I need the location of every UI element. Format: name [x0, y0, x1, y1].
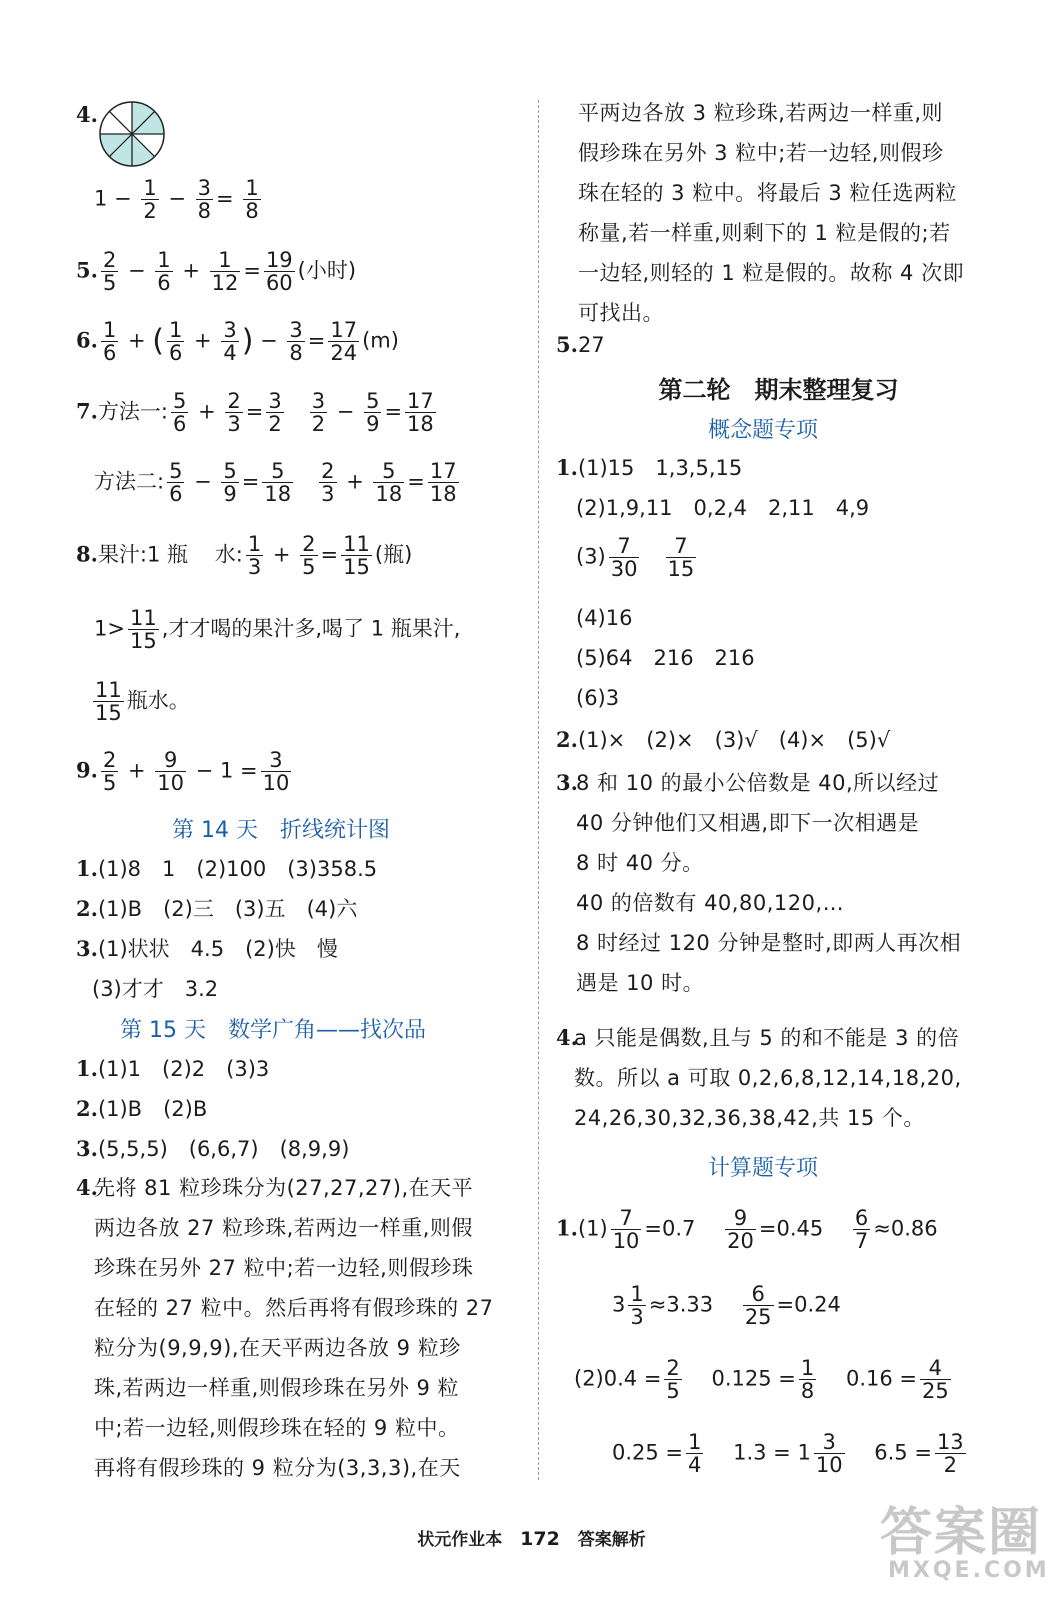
day15-heading: 第 15 天 数学广角——找次品 [120, 1018, 426, 1043]
q7-method-one: 7.方法一: $\frac{5}{6}$ + $\frac{2}{3}$ = $\frac{3}{2}$ $\frac{3}{2}$ − $\frac{5}{9}$ = $\frac{17}{18}$ [76, 389, 434, 437]
footer-section: 答案解析 [577, 1530, 646, 1550]
c4-paragraph: a 只能是偶数,且与 5 的和不能是 3 的倍 数。所以 a 可取 0,2,6,8,12,14,18,20, 24,26,30,32,36,38,42,共 15 个。 [574, 1026, 962, 1130]
watermark-top-text: 答案圈 [880, 1503, 1043, 1563]
d14-item-3: 3.(1)状状 4.5 (2)快 慢 [76, 936, 338, 961]
pie-shaded-eighth [132, 134, 155, 166]
d15-item-1: 1.(1)1 (2)2 (3)3 [76, 1056, 270, 1081]
k1-row-2: 3 $\frac{1}{3}$ ≈3.33 $\frac{6}{25}$ =0.24 [612, 1282, 841, 1330]
c3-label: 3. [556, 770, 578, 795]
c1-item-3: (3) $\frac{7}{30}$ $\frac{7}{15}$ [576, 534, 695, 582]
c1-item-5: (5)64 216 216 [576, 646, 755, 670]
q6-expression: 6. $\frac{1}{6}$ + ( $\frac{1}{6}$ + $\frac{3}{4}$ ) − $\frac{3}{8}$ = $\frac{17}{24}$ (m) [76, 318, 399, 366]
day14-heading: 第 14 天 折线统计图 [172, 818, 390, 843]
c1-item-6: (6)3 [576, 686, 620, 710]
q9-expression: 9. $\frac{2}{5}$ + $\frac{9}{10}$ − 1 = $\frac{3}{10}$ [76, 748, 290, 796]
k2-row-2: 0.25 = $\frac{1}{4}$ 1.3 = 1 $\frac{3}{10}$ 6.5 = $\frac{13}{2}$ [612, 1430, 964, 1478]
q8-line2: 1> $\frac{11}{15}$ ,才才喝的果汁多,喝了 1 瓶果汁, [94, 606, 461, 654]
watermark-url: MXQE.COM [888, 1558, 1050, 1583]
round-two-title: 第二轮 期末整理复习 [658, 376, 899, 404]
d14-item-3b: (3)才才 3.2 [92, 977, 219, 1001]
q4-expression: 1 − $\frac{1}{2}$ − $\frac{3}{8}$ = $\frac{1}{8}$ [94, 176, 259, 224]
q7-method-two: 方法二: $\frac{5}{6}$ − $\frac{5}{9}$ = $\frac{5}{18}$ $\frac{2}{3}$ + $\frac{5}{18}$ = $\frac{17}{18}$ [94, 459, 457, 507]
c4-label: 4. [556, 1025, 578, 1050]
continued-paragraph: 平两边各放 3 粒珍珠,若两边一样重,则 假珍珠在另外 3 粒中;若一边轻,则假珍 珠在轻的 3 粒中。将最后 3 粒任选两粒 称量,若一样重,则剩下的 1 粒是假的;若 一边轻,则轻的 1 粒是假的。故称 4 次即 可找出。 [578, 101, 965, 325]
k2-row-1: (2)0.4 = $\frac{2}{5}$ 0.125 = $\frac{1}{8}$ 0.16 = $\frac{4}{25}$ [574, 1356, 949, 1404]
d14-item-1: 1.(1)8 1 (2)100 (3)358.5 [76, 856, 378, 881]
q5-answer: 5.27 [556, 332, 605, 357]
c1-item-1: 1.(1)15 1,3,5,15 [556, 455, 743, 480]
q8-expression: 8.果汁:1 瓶 水: $\frac{1}{3}$ + $\frac{2}{5}$ = $\frac{11}{15}$ (瓶) [76, 532, 413, 580]
d15-q4-paragraph: 先将 81 粒珍珠分为(27,27,27),在天平 两边各放 27 粒珍珠,若两边一样重,则假 珍珠在另外 27 粒中;若一边轻,则假珍珠 在轻的 27 粒中。然后再将有假珍珠的 27 粒分为(9,9,9),在天平两边各放 9 粒珍 珠,若两边一样重,则假珍珠在另外 9 粒 中;若一边轻,则假珍珠在轻的 9 粒中。 再将有假珍珠的 9 粒分为(3,3,3),在天 [94, 1176, 494, 1480]
c1-item-4: (4)16 [576, 606, 633, 630]
watermark-logo [870, 1490, 1060, 1598]
page-number: 172 [520, 1528, 560, 1550]
c2-item: 2.(1)× (2)× (3)√ (4)× (5)√ [556, 727, 891, 752]
column-divider [538, 100, 539, 1480]
concept-section-heading: 概念题专项 [708, 418, 819, 443]
q8-line3: $\frac{11}{15}$ 瓶水。 [95, 678, 190, 726]
q4-row [76, 100, 98, 130]
pie-circle-diagram [96, 98, 168, 170]
footer-book-title: 状元作业本 [417, 1530, 503, 1550]
c1-item-2: (2)1,9,11 0,2,4 2,11 4,9 [576, 496, 870, 520]
q4-label: 4. [76, 102, 98, 127]
d15-item-3: 3.(5,5,5) (6,6,7) (8,9,9) [76, 1136, 350, 1161]
d15-item-2: 2.(1)B (2)B [76, 1096, 208, 1121]
d14-item-2: 2.(1)B (2)三 (3)五 (4)六 [76, 896, 358, 921]
calc-section-heading: 计算题专项 [708, 1156, 819, 1181]
q5-expression: 5. $\frac{2}{5}$ − $\frac{1}{6}$ + $\frac{1}{12}$ = $\frac{19}{60}$ (小时) [76, 248, 357, 296]
k1-row-1: 1.(1) $\frac{7}{10}$ =0.7 $\frac{9}{20}$ =0.45 $\frac{6}{7}$ ≈0.86 [556, 1206, 938, 1254]
c3-paragraph: 8 和 10 的最小公倍数是 40,所以经过 40 分钟他们又相遇,即下一次相遇是 8 时 40 分。 40 的倍数有 40,80,120,… 8 时经过 120 分钟是整时,即两人再次相 遇是 10 时。 [576, 771, 962, 995]
d15-q4-label: 4. [76, 1175, 98, 1200]
